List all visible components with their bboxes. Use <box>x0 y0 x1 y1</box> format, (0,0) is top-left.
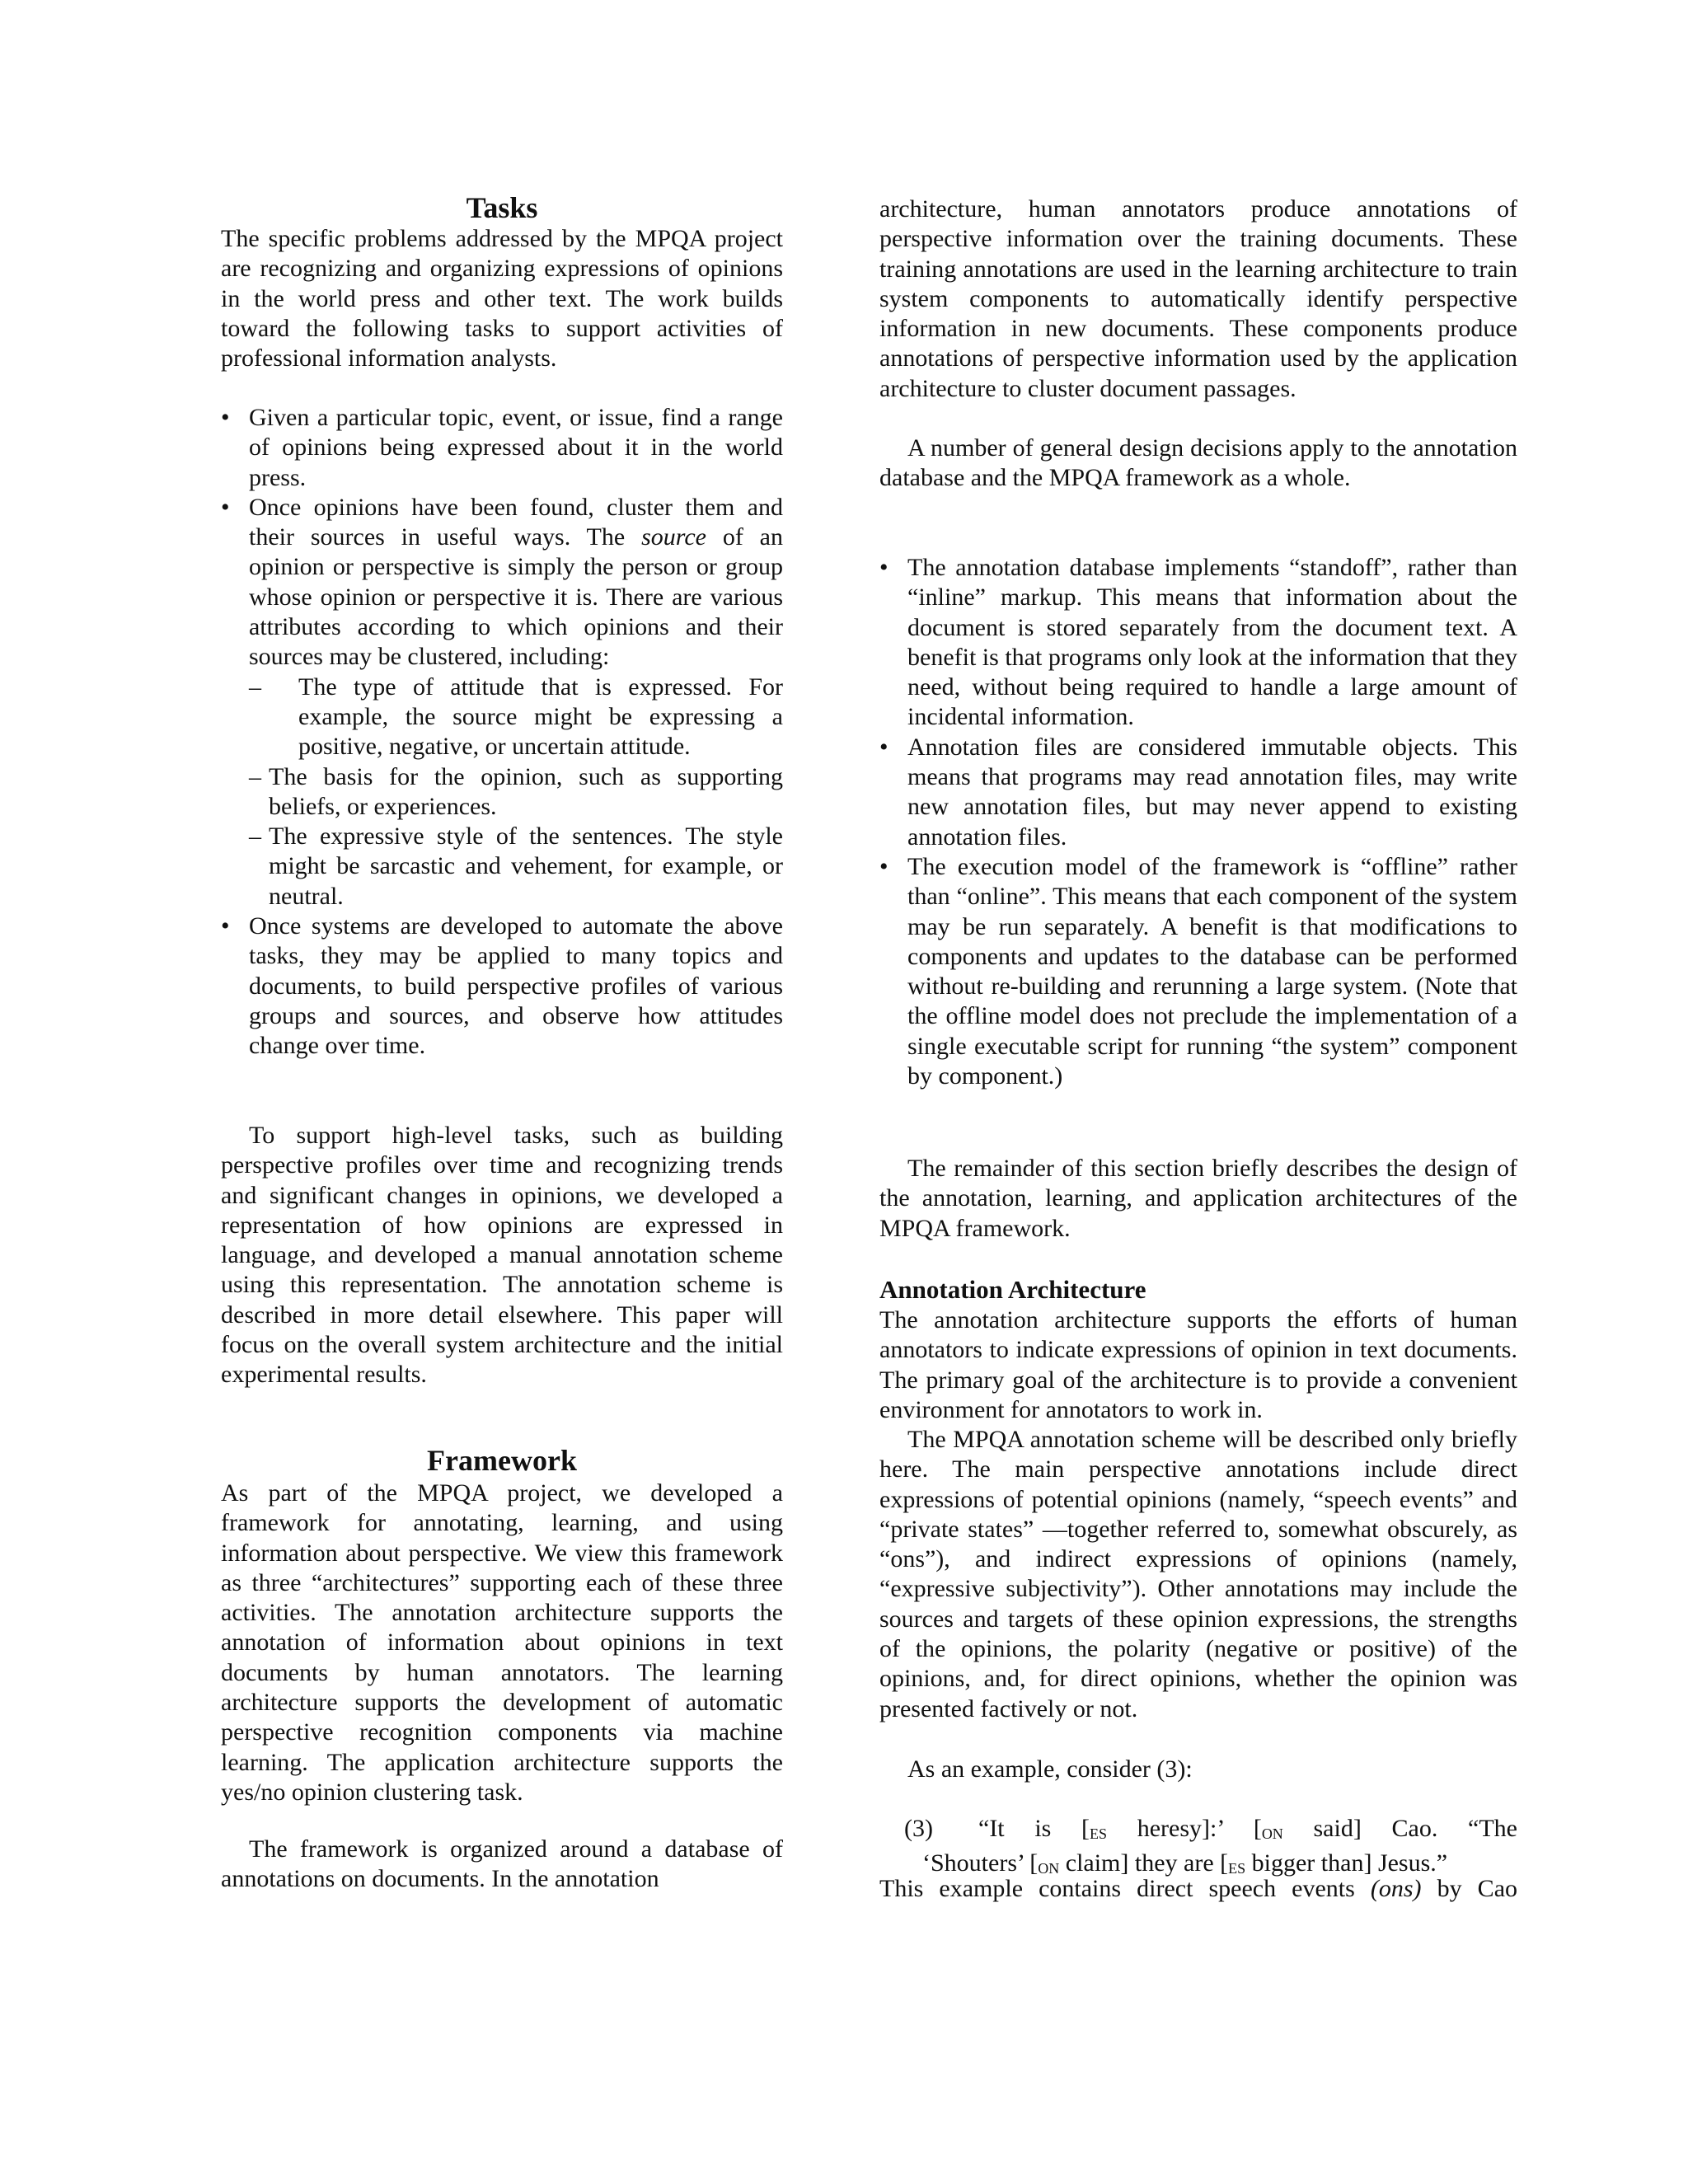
emphasis-text: (ons) <box>1370 1875 1422 1902</box>
section-heading-framework: Framework <box>427 1444 577 1477</box>
bullet-text: Annotation files are considered immutable objects. This means that programs may read annotation files, may write new annotation files, but may never append to existing annotation files. <box>907 733 1517 851</box>
on-tag: ON <box>1038 1860 1060 1877</box>
tasks-bullet-item <box>221 493 783 912</box>
section-heading-tasks: Tasks <box>466 191 538 224</box>
dash-marker: – <box>249 762 261 790</box>
es-tag: ES <box>1228 1860 1246 1877</box>
example-segment: “It is [ <box>978 1815 1090 1842</box>
attribute-dash-list <box>249 673 783 912</box>
example-segment: said] Cao. “The <box>1282 1815 1517 1842</box>
example-segment: heresy]:’ [ <box>1107 1815 1262 1842</box>
annotation-paragraph-1: The annotation architecture supports the efforts of human annotators to indicate expressions of opinion in text documents. The primary goal of the architecture is to provide a convenient environment for annotators to work in. <box>879 1306 1517 1423</box>
bullet-text: Once opinions have been found, cluster them and their sources in useful ways. The <box>249 493 783 551</box>
example-text <box>978 1814 1517 1849</box>
on-tag: ON <box>1261 1825 1283 1842</box>
framework-paragraph-1: As part of the MPQA project, we developed a framework for annotating, learning, and using information about perspective. We view this framework as three “architectures” supporting each of these three activities. The annotation architecture supports the annotation of information about opinions in text documents by human annotators. The learning architecture supports the development of automatic perspective recognition components via machine learning. The application architecture supports the yes/no opinion clustering task. <box>221 1479 783 1806</box>
dash-text: The basis for the opinion, such as supporting beliefs, or experiences. <box>269 762 783 820</box>
example-intro-paragraph: As an example, consider (3): <box>907 1755 1193 1783</box>
followup-text: This example contains direct speech events <box>879 1875 1371 1902</box>
subsection-heading-annotation-architecture: Annotation Architecture <box>879 1275 1146 1304</box>
framework-paragraph-2: The framework is organized around a database of annotations on documents. In the annotation <box>221 1835 783 1893</box>
tasks-intro-paragraph: The specific problems addressed by the MPQA project are recognizing and organizing expressions of opinions in the world press and other text. The work builds toward the following tasks to support activities of professional information analysts. <box>221 225 783 373</box>
followup-text: by Cao <box>1421 1875 1518 1902</box>
design-bullet-item <box>879 852 1517 1091</box>
bullet-text: Given a particular topic, event, or issue, find a range of opinions being expressed about it in the world press. <box>249 404 783 491</box>
example-line-1 <box>879 1814 1517 1849</box>
example-segment: bigger than] Jesus.” <box>1245 1849 1448 1877</box>
continued-paragraph: architecture, human annotators produce annotations of perspective information over the training documents. These training annotations are used in the learning architecture to train system components to automatically identify perspective information in new documents. These components produce annotations of perspective information used by the application architecture to cluster document passages. <box>879 195 1517 402</box>
es-tag: ES <box>1090 1825 1108 1842</box>
bullet-text: The annotation database implements “standoff”, rather than “inline” markup. This means that information about the document is stored separately from the document text. A benefit is that programs only look at the information that they need, without being required to handle a large amount of incidental information. <box>907 554 1517 731</box>
bullet-text: of an opinion or perspective is simply the person or group whose opinion or perspective it is. There are various attributes according to which opinions and their sources may be clustered, including: <box>249 523 783 671</box>
example-3 <box>879 1814 1517 1884</box>
design-bullet-item <box>879 733 1517 852</box>
design-bullet-list <box>879 553 1517 1091</box>
dash-text: The expressive style of the sentences. The style might be sarcastic and vehement, for example, or neutral. <box>269 823 783 910</box>
remainder-paragraph: The remainder of this section briefly describes the design of the annotation, learning, and application architectures of the MPQA framework. <box>879 1155 1517 1242</box>
example-segment: claim] they are [ <box>1059 1849 1229 1877</box>
example-number: (3) <box>904 1815 933 1842</box>
tasks-bullet-item <box>221 912 783 1061</box>
dash-item <box>249 762 783 823</box>
example-segment: ‘Shouters’ [ <box>922 1849 1039 1877</box>
dash-marker: – <box>249 823 261 851</box>
dash-text: The type of attitude that is expressed. For example, the source might be expressing a positive, negative, or uncertain attitude. <box>298 673 783 761</box>
bullet-text: The execution model of the framework is “offline” rather than “online”. This means that each component of the system may be run separately. A benefit is that modifications to components and updates to the database can be performed without re-building and rerunning a large system. (Note that the offline model does not preclude the implementation of a single executable script for running “the system” component by component.) <box>907 852 1517 1090</box>
tasks-support-paragraph: To support high-level tasks, such as building perspective profiles over time and recognizing trends and significant changes in opinions, we developed a representation of how opinions are expressed in language, and developed a manual annotation scheme using this representation. The annotation scheme is described in more detail elsewhere. This paper will focus on the overall system architecture and the initial experimental results. <box>221 1122 783 1389</box>
emphasis-text: source <box>641 523 706 551</box>
dash-item <box>249 673 783 762</box>
bullet-text: Once systems are developed to automate the above tasks, they may be applied to many topics and documents, to build perspective profiles of various groups and sources, and observe how attitudes change over time. <box>249 912 783 1060</box>
annotation-paragraph-2: The MPQA annotation scheme will be described only briefly here. The main perspective annotations include direct expressions of potential opinions (namely, “speech events” and “private states” —together referred to, somewhat obscurely, as “ons”), and indirect expressions of opinions (namely, “expressive subjectivity”). Other annotations may include the sources and targets of these opinion expressions, the strengths of the opinions, the polarity (negative or positive) of the opinions, and, for direct opinions, whether the opinion was presented factively or not. <box>879 1426 1517 1722</box>
design-bullet-item <box>879 553 1517 733</box>
dash-marker: – <box>249 673 261 701</box>
design-decisions-paragraph: A number of general design decisions apply to the annotation database and the MPQA framework as a whole. <box>879 434 1517 492</box>
tasks-bullet-list <box>221 403 783 1062</box>
tasks-bullet-item <box>221 403 783 493</box>
dash-item <box>249 822 783 912</box>
example-followup-paragraph <box>879 1874 1517 1904</box>
